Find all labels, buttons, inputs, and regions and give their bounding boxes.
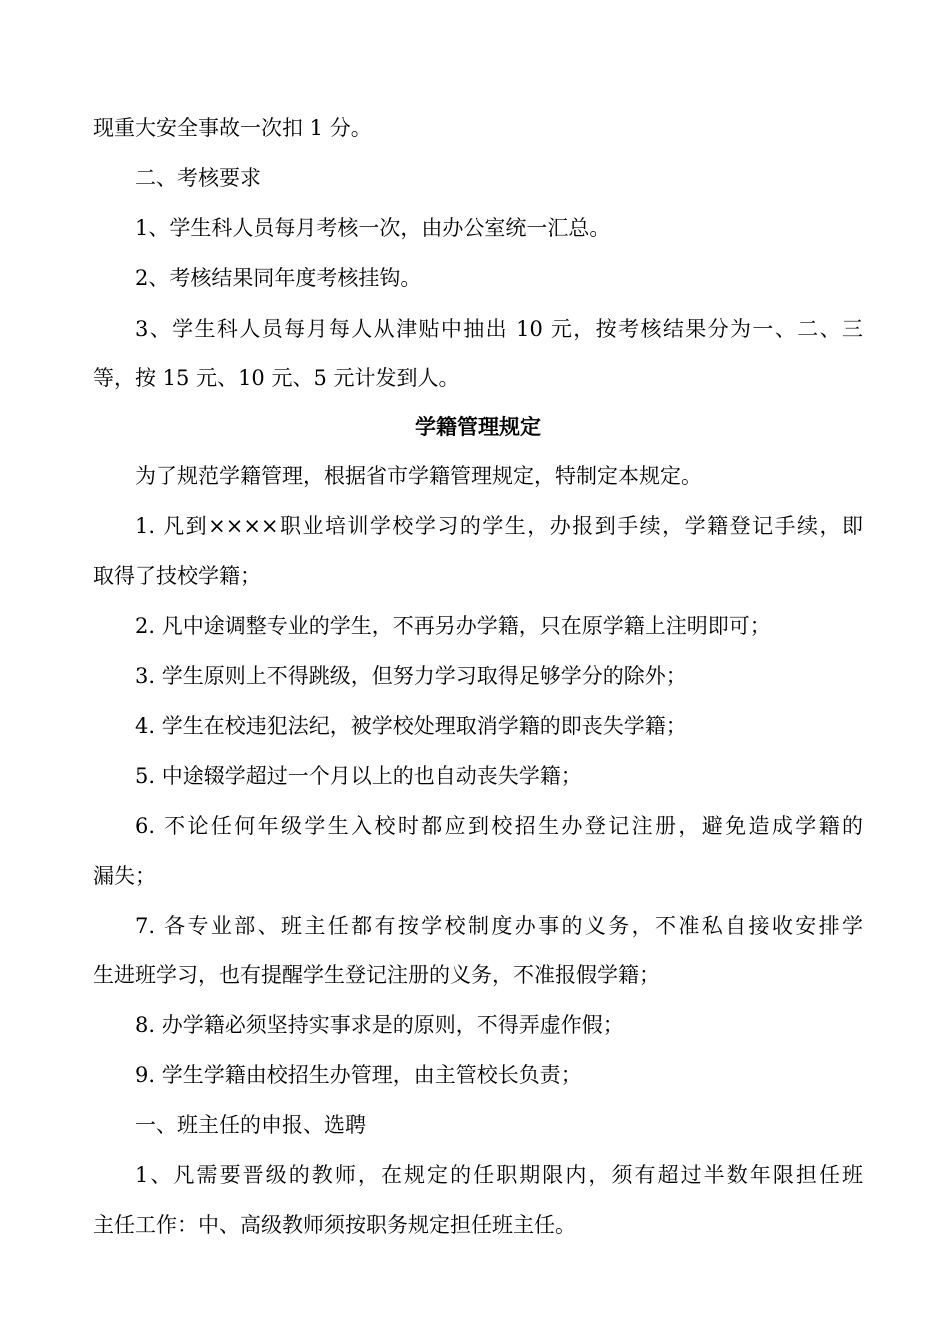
paragraph-line: 3、学生科人员每月每人从津贴中抽出 10 元，按考核结果分为一、二、三 bbox=[135, 317, 863, 341]
paragraph-line: 取得了技校学籍； bbox=[93, 564, 261, 588]
list-item: 8. 办学籍必须坚持实事求是的原则，不得弄虚作假； bbox=[135, 1013, 624, 1037]
list-item: 3. 学生原则上不得跳级，但努力学习取得足够学分的除外； bbox=[135, 664, 687, 688]
list-item: 4. 学生在校违犯法纪，被学校处理取消学籍的即丧失学籍； bbox=[135, 714, 687, 738]
section-heading: 二、考核要求 bbox=[135, 166, 261, 190]
paragraph-line: 生进班学习，也有提醒学生登记注册的义务，不准报假学籍； bbox=[93, 963, 660, 987]
paragraph-line: 主任工作：中、高级教师须按职务规定担任班主任。 bbox=[93, 1213, 576, 1237]
paragraph-line: 等，按 15 元、10 元、5 元计发到人。 bbox=[93, 366, 460, 390]
paragraph-line: 现重大安全事故一次扣 1 分。 bbox=[93, 116, 372, 140]
list-item: 2. 凡中途调整专业的学生，不再另办学籍，只在原学籍上注明即可； bbox=[135, 614, 771, 638]
list-item: 9. 学生学籍由校招生办管理，由主管校长负责； bbox=[135, 1063, 582, 1087]
section-heading: 一、班主任的申报、选聘 bbox=[135, 1113, 366, 1137]
list-item: 1. 凡到××××职业培训学校学习的学生，办报到手续，学籍登记手续，即 bbox=[135, 514, 863, 538]
paragraph-line: 为了规范学籍管理，根据省市学籍管理规定，特制定本规定。 bbox=[135, 464, 702, 488]
paragraph-line: 2、考核结果同年度考核挂钩。 bbox=[135, 266, 422, 290]
list-item: 6. 不论任何年级学生入校时都应到校招生办登记注册，避免造成学籍的 bbox=[135, 814, 863, 838]
paragraph-line: 1、学生科人员每月考核一次，由办公室统一汇总。 bbox=[135, 216, 611, 240]
list-item: 5. 中途辍学超过一个月以上的也自动丧失学籍； bbox=[135, 764, 582, 788]
list-item: 7. 各专业部、班主任都有按学校制度办事的义务，不准私自接收安排学 bbox=[135, 914, 863, 938]
paragraph-line: 漏失； bbox=[93, 864, 156, 888]
paragraph-line: 1、凡需要晋级的教师，在规定的任职期限内，须有超过半数年限担任班 bbox=[135, 1163, 863, 1187]
document-title: 学籍管理规定 bbox=[415, 414, 541, 439]
